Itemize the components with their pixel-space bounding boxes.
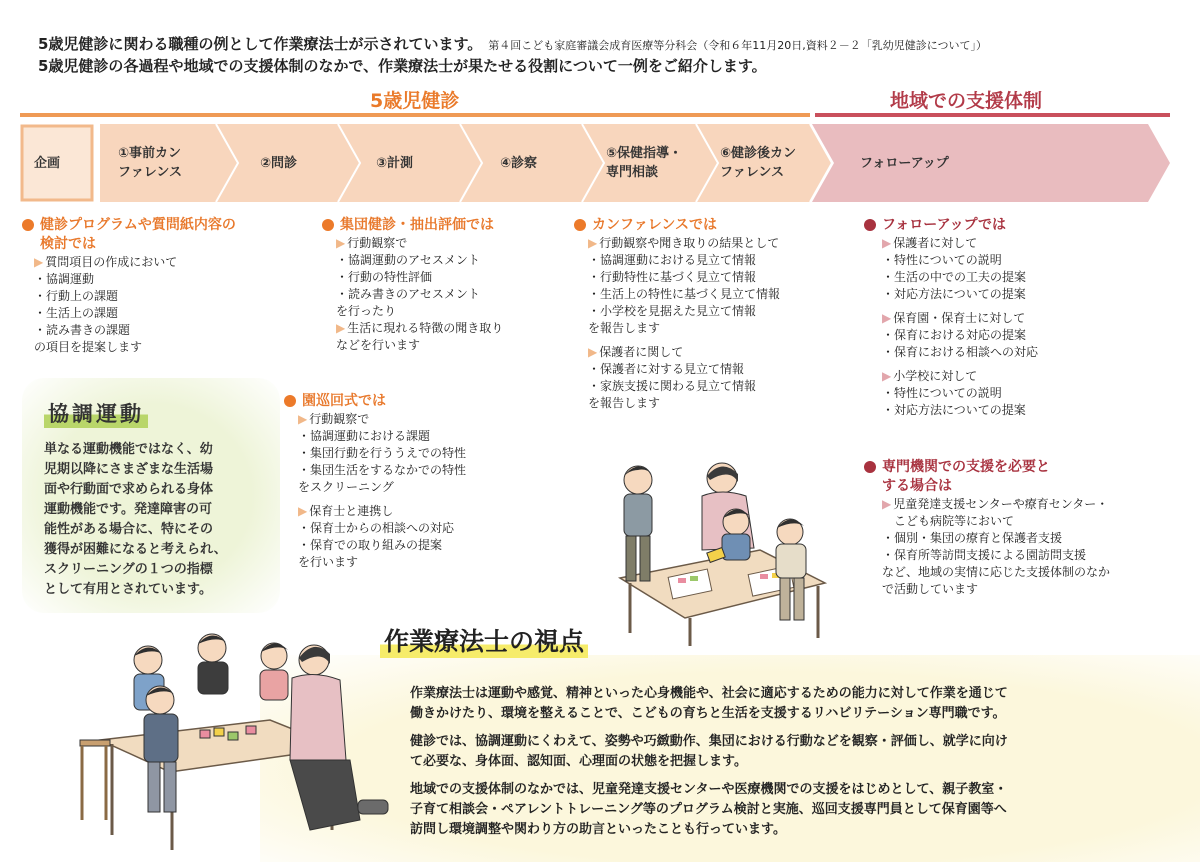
step-guidance bbox=[606, 124, 682, 202]
triangle-bullet-icon: ▶ bbox=[298, 504, 308, 518]
step-pre-conference-line2: ファレンス bbox=[118, 165, 183, 180]
group-line bbox=[336, 320, 562, 337]
group-line-text: 行動観察で bbox=[347, 236, 408, 250]
group-line-text: 生活に現れる特徴の聞き取り bbox=[347, 321, 504, 335]
section-patrol bbox=[284, 392, 544, 571]
coordination-body-line: 獲得が困難になると考えられ、 bbox=[44, 542, 227, 557]
specialist-line-text: で活動しています bbox=[882, 582, 979, 596]
band-title-support: 地域での支援体制 bbox=[890, 90, 1043, 112]
patrol-line-text: ・保育士からの相談への対応 bbox=[298, 521, 455, 535]
program-heading bbox=[22, 216, 292, 254]
program-line-text: 質問項目の作成において bbox=[45, 255, 178, 269]
group-line bbox=[336, 235, 562, 252]
step-guidance-line1: ⑤保健指導・ bbox=[606, 146, 683, 161]
triangle-bullet-icon: ▶ bbox=[336, 321, 346, 335]
coordination-box bbox=[22, 378, 280, 613]
program-line bbox=[34, 322, 292, 339]
followup-line bbox=[882, 385, 1164, 402]
program-line-text: ・読み書きの課題 bbox=[34, 323, 131, 337]
followup-heading-line: フォローアップでは bbox=[882, 217, 1007, 233]
conference-line bbox=[588, 235, 844, 252]
viewpoint-line: 作業療法士は運動や感覚、精神といった心身機能や、社会に適応するための能力に対して作業を通じて bbox=[410, 686, 1008, 701]
bullet-dot-icon bbox=[864, 219, 876, 231]
followup-line bbox=[882, 252, 1164, 269]
specialist-line-text: ・保育所等訪問支援による園訪問支援 bbox=[882, 548, 1087, 562]
patrol-heading-line: 園巡回式では bbox=[302, 393, 386, 409]
intro-line-2: 5歳児健診の各過程や地域での支援体制のなかで、作業療法士が果たせる役割について一例をご紹介します。 bbox=[38, 57, 767, 75]
group-line-text: ・行動の特性評価 bbox=[336, 270, 433, 284]
viewpoint-title: 作業療法士の視点 bbox=[380, 622, 588, 658]
group-heading bbox=[322, 216, 562, 235]
section-specialist bbox=[864, 458, 1184, 598]
followup-line-text: ・特性についての説明 bbox=[882, 386, 1002, 400]
patrol-line bbox=[298, 462, 544, 479]
group-heading-line: 集団健診・抽出評価では bbox=[340, 217, 494, 233]
step-plan bbox=[34, 124, 60, 202]
group-line bbox=[336, 252, 562, 269]
group-line bbox=[336, 286, 562, 303]
group-line-text: を行ったり bbox=[336, 304, 397, 318]
patrol-heading bbox=[284, 392, 544, 411]
viewpoint-paragraph bbox=[410, 780, 1170, 840]
patrol-line bbox=[298, 537, 544, 554]
program-line-text: ・生活上の課題 bbox=[34, 306, 119, 320]
conference-line bbox=[588, 320, 844, 337]
step-exam-label: ④診察 bbox=[500, 155, 538, 171]
children-with-therapist-at-table-illustration bbox=[590, 458, 840, 648]
viewpoint-paragraph bbox=[410, 732, 1170, 772]
patrol-line-text: ・保育での取り組みの提案 bbox=[298, 538, 443, 552]
conference-line bbox=[588, 344, 844, 361]
band-underline-support bbox=[815, 113, 1170, 117]
program-line-text: ・行動上の課題 bbox=[34, 289, 119, 303]
triangle-bullet-icon: ▶ bbox=[34, 255, 44, 269]
band-underline-checkup bbox=[20, 113, 810, 117]
viewpoint-paragraph bbox=[410, 684, 1170, 724]
step-interview-label: ②問診 bbox=[260, 155, 298, 171]
followup-line bbox=[882, 235, 1164, 252]
conference-line-text: ・行動特性に基づく見立て情報 bbox=[588, 270, 757, 284]
followup-line-text: ・対応方法についての提案 bbox=[882, 287, 1026, 301]
step-post-conference-line1: ⑥健診後カン bbox=[720, 146, 797, 161]
process-flow bbox=[20, 124, 1170, 202]
coordination-body-line: 児期以降にさまざまな生活場 bbox=[44, 462, 214, 477]
followup-line bbox=[882, 402, 1164, 419]
step-pre-conference-line1: ①事前カン bbox=[118, 146, 182, 161]
source-note: 第４回こども家庭審議会成育医療等分科会（令和６年11月20日,資料２－２「乳幼児健診について」） bbox=[488, 39, 988, 52]
patrol-line bbox=[298, 445, 544, 462]
bullet-dot-icon bbox=[864, 461, 876, 473]
coordination-body-line: 能性がある場合に、特にその bbox=[44, 522, 214, 537]
specialist-heading-line: 専門機関での支援を必要と bbox=[882, 459, 1050, 475]
conference-line-text: 行動観察や聞き取りの結果として bbox=[599, 236, 780, 250]
patrol-line bbox=[298, 411, 544, 428]
step-interview bbox=[260, 124, 297, 202]
section-followup bbox=[864, 216, 1164, 419]
specialist-line-text: ・個別・集団の療育と保護者支援 bbox=[882, 531, 1063, 545]
triangle-bullet-icon: ▶ bbox=[588, 345, 598, 359]
specialist-line bbox=[882, 513, 1184, 530]
followup-line bbox=[882, 286, 1164, 303]
followup-line-text: ・保育における相談への対応 bbox=[882, 345, 1039, 359]
viewpoint-line: 働きかけたり、環境を整えることで、こどもの育ちと生活を支援するリハビリテーション専門職です。 bbox=[410, 706, 1006, 721]
specialist-line bbox=[882, 547, 1184, 564]
followup-line-text: 小学校に対して bbox=[893, 369, 978, 383]
step-followup-label: フォローアップ bbox=[860, 155, 949, 171]
patrol-line-text: ・集団生活をするなかでの特性 bbox=[298, 463, 467, 477]
program-line bbox=[34, 254, 292, 271]
specialist-line bbox=[882, 564, 1184, 581]
followup-line bbox=[882, 310, 1164, 327]
program-heading-line: 健診プログラムや質問紙内容の bbox=[40, 217, 236, 233]
conference-line-text: ・生活上の特性に基づく見立て情報 bbox=[588, 287, 781, 301]
patrol-line-text: ・協調運動における課題 bbox=[298, 429, 431, 443]
followup-line bbox=[882, 327, 1164, 344]
conference-line-text: ・協調運動における見立て情報 bbox=[588, 253, 757, 267]
conference-line bbox=[588, 269, 844, 286]
step-plan-label: 企画 bbox=[34, 155, 61, 171]
conference-line-text: 保護者に関して bbox=[599, 345, 684, 359]
viewpoint-line: 子育て相談会・ペアレントトレーニング等のプログラム検討と実施、巡回支援専門員として保育園等へ bbox=[410, 802, 1007, 817]
conference-line-text: ・家族支援に関わる見立て情報 bbox=[588, 379, 757, 393]
specialist-heading-line: する場合は bbox=[882, 478, 952, 494]
band-title-checkup: 5歳児健診 bbox=[370, 90, 460, 112]
bullet-dot-icon bbox=[322, 219, 334, 231]
triangle-bullet-icon: ▶ bbox=[882, 497, 892, 511]
conference-line-text: を報告します bbox=[588, 396, 661, 410]
conference-line-text: ・小学校を見据えた見立て情報 bbox=[588, 304, 757, 318]
coordination-body-line: 単なる運動機能ではなく、幼 bbox=[44, 442, 213, 457]
step-post-conference bbox=[720, 124, 796, 202]
program-line bbox=[34, 305, 292, 322]
specialist-heading bbox=[864, 458, 1184, 496]
conference-line bbox=[588, 286, 844, 303]
step-followup bbox=[860, 124, 949, 202]
coordination-body-line: として有用とされています。 bbox=[44, 582, 212, 597]
process-flow-arrows bbox=[20, 124, 1170, 202]
group-line bbox=[336, 337, 562, 354]
patrol-line-text: をスクリーニング bbox=[298, 480, 394, 494]
specialist-line-text: など、地域の実情に応じた支援体制のなか bbox=[882, 565, 1111, 579]
coordination-body-line: 運動機能です。発達障害の可 bbox=[44, 502, 212, 517]
viewpoint-line: 訪問し環境調整や関わり方の助言といったことも行っています。 bbox=[410, 822, 786, 837]
conference-line bbox=[588, 395, 844, 412]
patrol-line-text: 保育士と連携し bbox=[309, 504, 394, 518]
followup-line-text: ・特性についての説明 bbox=[882, 253, 1002, 267]
conference-line-text: ・保護者に対する見立て情報 bbox=[588, 362, 745, 376]
step-pre-conference bbox=[118, 124, 182, 202]
specialist-line bbox=[882, 581, 1184, 598]
bullet-dot-icon bbox=[284, 395, 296, 407]
patrol-line bbox=[298, 520, 544, 537]
triangle-bullet-icon: ▶ bbox=[882, 369, 892, 383]
group-line-text: ・読み書きのアセスメント bbox=[336, 287, 480, 301]
conference-line bbox=[588, 303, 844, 320]
section-program bbox=[22, 216, 292, 356]
group-line bbox=[336, 269, 562, 286]
therapist-with-group-of-children-illustration bbox=[60, 630, 400, 855]
followup-line bbox=[882, 368, 1164, 385]
triangle-bullet-icon: ▶ bbox=[336, 236, 346, 250]
group-line bbox=[336, 303, 562, 320]
patrol-line bbox=[298, 428, 544, 445]
conference-line bbox=[588, 378, 844, 395]
program-line bbox=[34, 271, 292, 288]
intro-line-1-text: 5歳児健診に関わる職種の例として作業療法士が示されています。 bbox=[38, 35, 483, 53]
program-line-text: の項目を提案します bbox=[34, 340, 143, 354]
section-conference bbox=[574, 216, 844, 412]
followup-line-text: ・生活の中での工夫の提案 bbox=[882, 270, 1027, 284]
viewpoint-line: 健診では、協調運動にくわえて、姿勢や巧緻動作、集団における行動などを観察・評価し、就学に向け bbox=[410, 734, 1008, 749]
followup-line bbox=[882, 344, 1164, 361]
specialist-line bbox=[882, 496, 1184, 513]
specialist-line-text: こども病院等において bbox=[882, 514, 1015, 528]
step-measure bbox=[376, 124, 413, 202]
patrol-line bbox=[298, 503, 544, 520]
intro-text bbox=[38, 34, 987, 77]
triangle-bullet-icon: ▶ bbox=[882, 311, 892, 325]
viewpoint-line: て必要な、身体面、認知面、心理面の状態を把握します。 bbox=[410, 754, 747, 769]
patrol-line-text: ・集団行動を行ううえでの特性 bbox=[298, 446, 467, 460]
conference-heading-line: カンファレンスでは bbox=[592, 217, 717, 233]
triangle-bullet-icon: ▶ bbox=[298, 412, 308, 426]
coordination-title: 協調運動 bbox=[44, 398, 148, 428]
coordination-body-line: 面や行動面で求められる身体 bbox=[44, 482, 214, 497]
program-line-text: ・協調運動 bbox=[34, 272, 95, 286]
conference-line-text: を報告します bbox=[588, 321, 661, 335]
viewpoint-body bbox=[410, 684, 1170, 848]
patrol-line bbox=[298, 554, 544, 571]
followup-line bbox=[882, 269, 1164, 286]
coordination-body bbox=[44, 440, 274, 600]
specialist-line-text: 児童発達支援センターや療育センター・ bbox=[893, 497, 1109, 511]
group-line-text: などを行います bbox=[336, 338, 421, 352]
patrol-line-text: を行います bbox=[298, 555, 359, 569]
followup-line-text: 保育園・保育士に対して bbox=[893, 311, 1026, 325]
followup-heading bbox=[864, 216, 1164, 235]
followup-line-text: ・対応方法についての提案 bbox=[882, 403, 1026, 417]
step-post-conference-line2: ファレンス bbox=[720, 165, 785, 180]
step-measure-label: ③計測 bbox=[376, 155, 414, 171]
viewpoint-line: 地域での支援体制のなかでは、児童発達支援センターや医療機関での支援をはじめとして、親子教室・ bbox=[410, 782, 1008, 797]
followup-line-text: 保護者に対して bbox=[893, 236, 978, 250]
conference-heading bbox=[574, 216, 844, 235]
program-heading-line: 検討では bbox=[40, 236, 96, 252]
conference-line bbox=[588, 361, 844, 378]
bullet-dot-icon bbox=[22, 219, 34, 231]
patrol-line-text: 行動観察で bbox=[309, 412, 370, 426]
triangle-bullet-icon: ▶ bbox=[882, 236, 892, 250]
group-line-text: ・協調運動のアセスメント bbox=[336, 253, 480, 267]
program-line bbox=[34, 339, 292, 356]
program-line bbox=[34, 288, 292, 305]
intro-line-1 bbox=[38, 34, 987, 56]
triangle-bullet-icon: ▶ bbox=[588, 236, 598, 250]
coordination-body-line: スクリーニングの１つの指標 bbox=[44, 562, 213, 577]
patrol-line bbox=[298, 479, 544, 496]
step-exam bbox=[500, 124, 537, 202]
bullet-dot-icon bbox=[574, 219, 586, 231]
section-group-checkup bbox=[322, 216, 562, 354]
step-guidance-line2: 専門相談 bbox=[606, 165, 659, 180]
followup-line-text: ・保育における対応の提案 bbox=[882, 328, 1027, 342]
conference-line bbox=[588, 252, 844, 269]
specialist-line bbox=[882, 530, 1184, 547]
